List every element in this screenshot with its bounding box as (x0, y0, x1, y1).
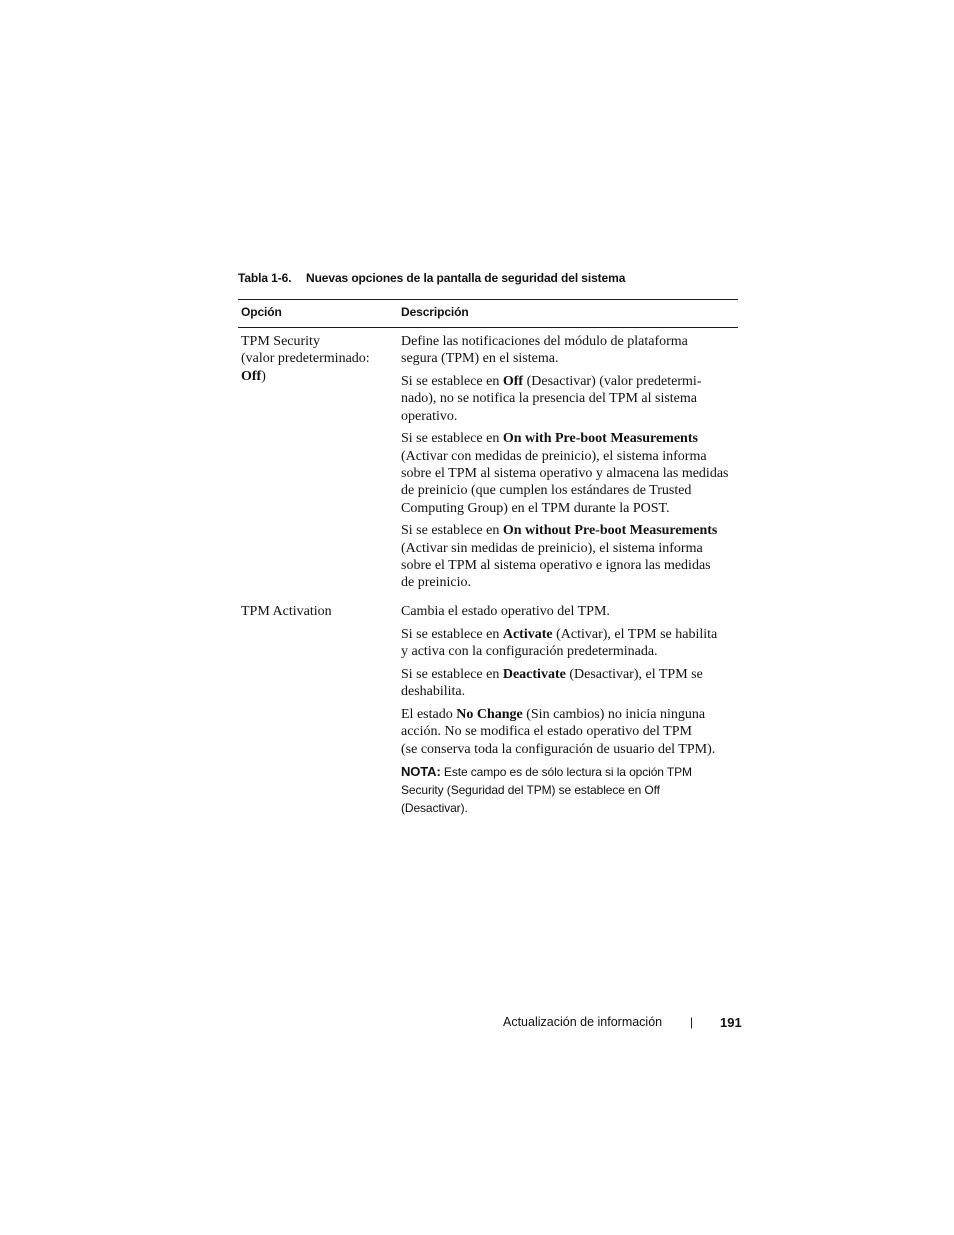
table-top-rule (238, 299, 738, 300)
paragraph: Si se establece en Activate (Activar), el TPM se habilita y activa con la configuración predeterminada. (401, 626, 718, 660)
paragraph: Si se establece en On with Pre-boot Measurements (Activar con medidas de preinicio), el sistema informa sobre el TPM al sistema operativo y almacena las medidas de preinicio (que cumplen los estándares de Trusted Computing Group) en el TPM durante la POST. (401, 431, 729, 516)
paragraph: Si se establece en Deactivate (Desactivar), el TPM se deshabilita. (401, 666, 703, 700)
note: NOTA: Este campo es de sólo lectura si la opción TPM Security (Seguridad del TPM) se establece en Off (Desactivar). (401, 764, 692, 816)
paragraph: Si se establece en Off (Desactivar) (valor predetermi- nado), no se notifica la presencia del TPM al sistema operativo. (401, 374, 702, 424)
table-caption (238, 271, 758, 285)
footer-section-title: Actualización de información (503, 1015, 663, 1029)
paragraph: Define las notificaciones del módulo de plataforma segura (TPM) en el sistema. (401, 334, 688, 367)
footer-separator: | (690, 1015, 694, 1029)
header-description: Descripción (401, 305, 469, 319)
paragraph: El estado No Change (Sin cambios) no inicia ninguna acción. No se modifica el estado operativo del TPM (se conserva toda la configuración de usuario del TPM). (401, 706, 716, 757)
paragraph: Cambia el estado operativo del TPM. (401, 604, 610, 619)
paragraph: Si se establece en On without Pre-boot Measurements (Activar sin medidas de preinicio), el sistema informa sobre el TPM al sistema operativo e ignora las medidas de preinicio. (401, 523, 718, 591)
option-tpm-activation: TPM Activation (241, 604, 332, 619)
page-number: 191 (720, 1015, 742, 1030)
description-tpm-activation (401, 603, 741, 817)
table-header-rule (238, 327, 738, 328)
header-option: Opción (241, 305, 282, 319)
description-tpm-security (401, 333, 741, 597)
table-title: Nuevas opciones de la pantalla de seguridad del sistema (306, 271, 626, 285)
option-tpm-security: TPM Security (valor predeterminado: Off) (241, 334, 370, 384)
table-number: Tabla 1-6. (238, 271, 292, 285)
note-label: NOTA: (401, 764, 441, 780)
